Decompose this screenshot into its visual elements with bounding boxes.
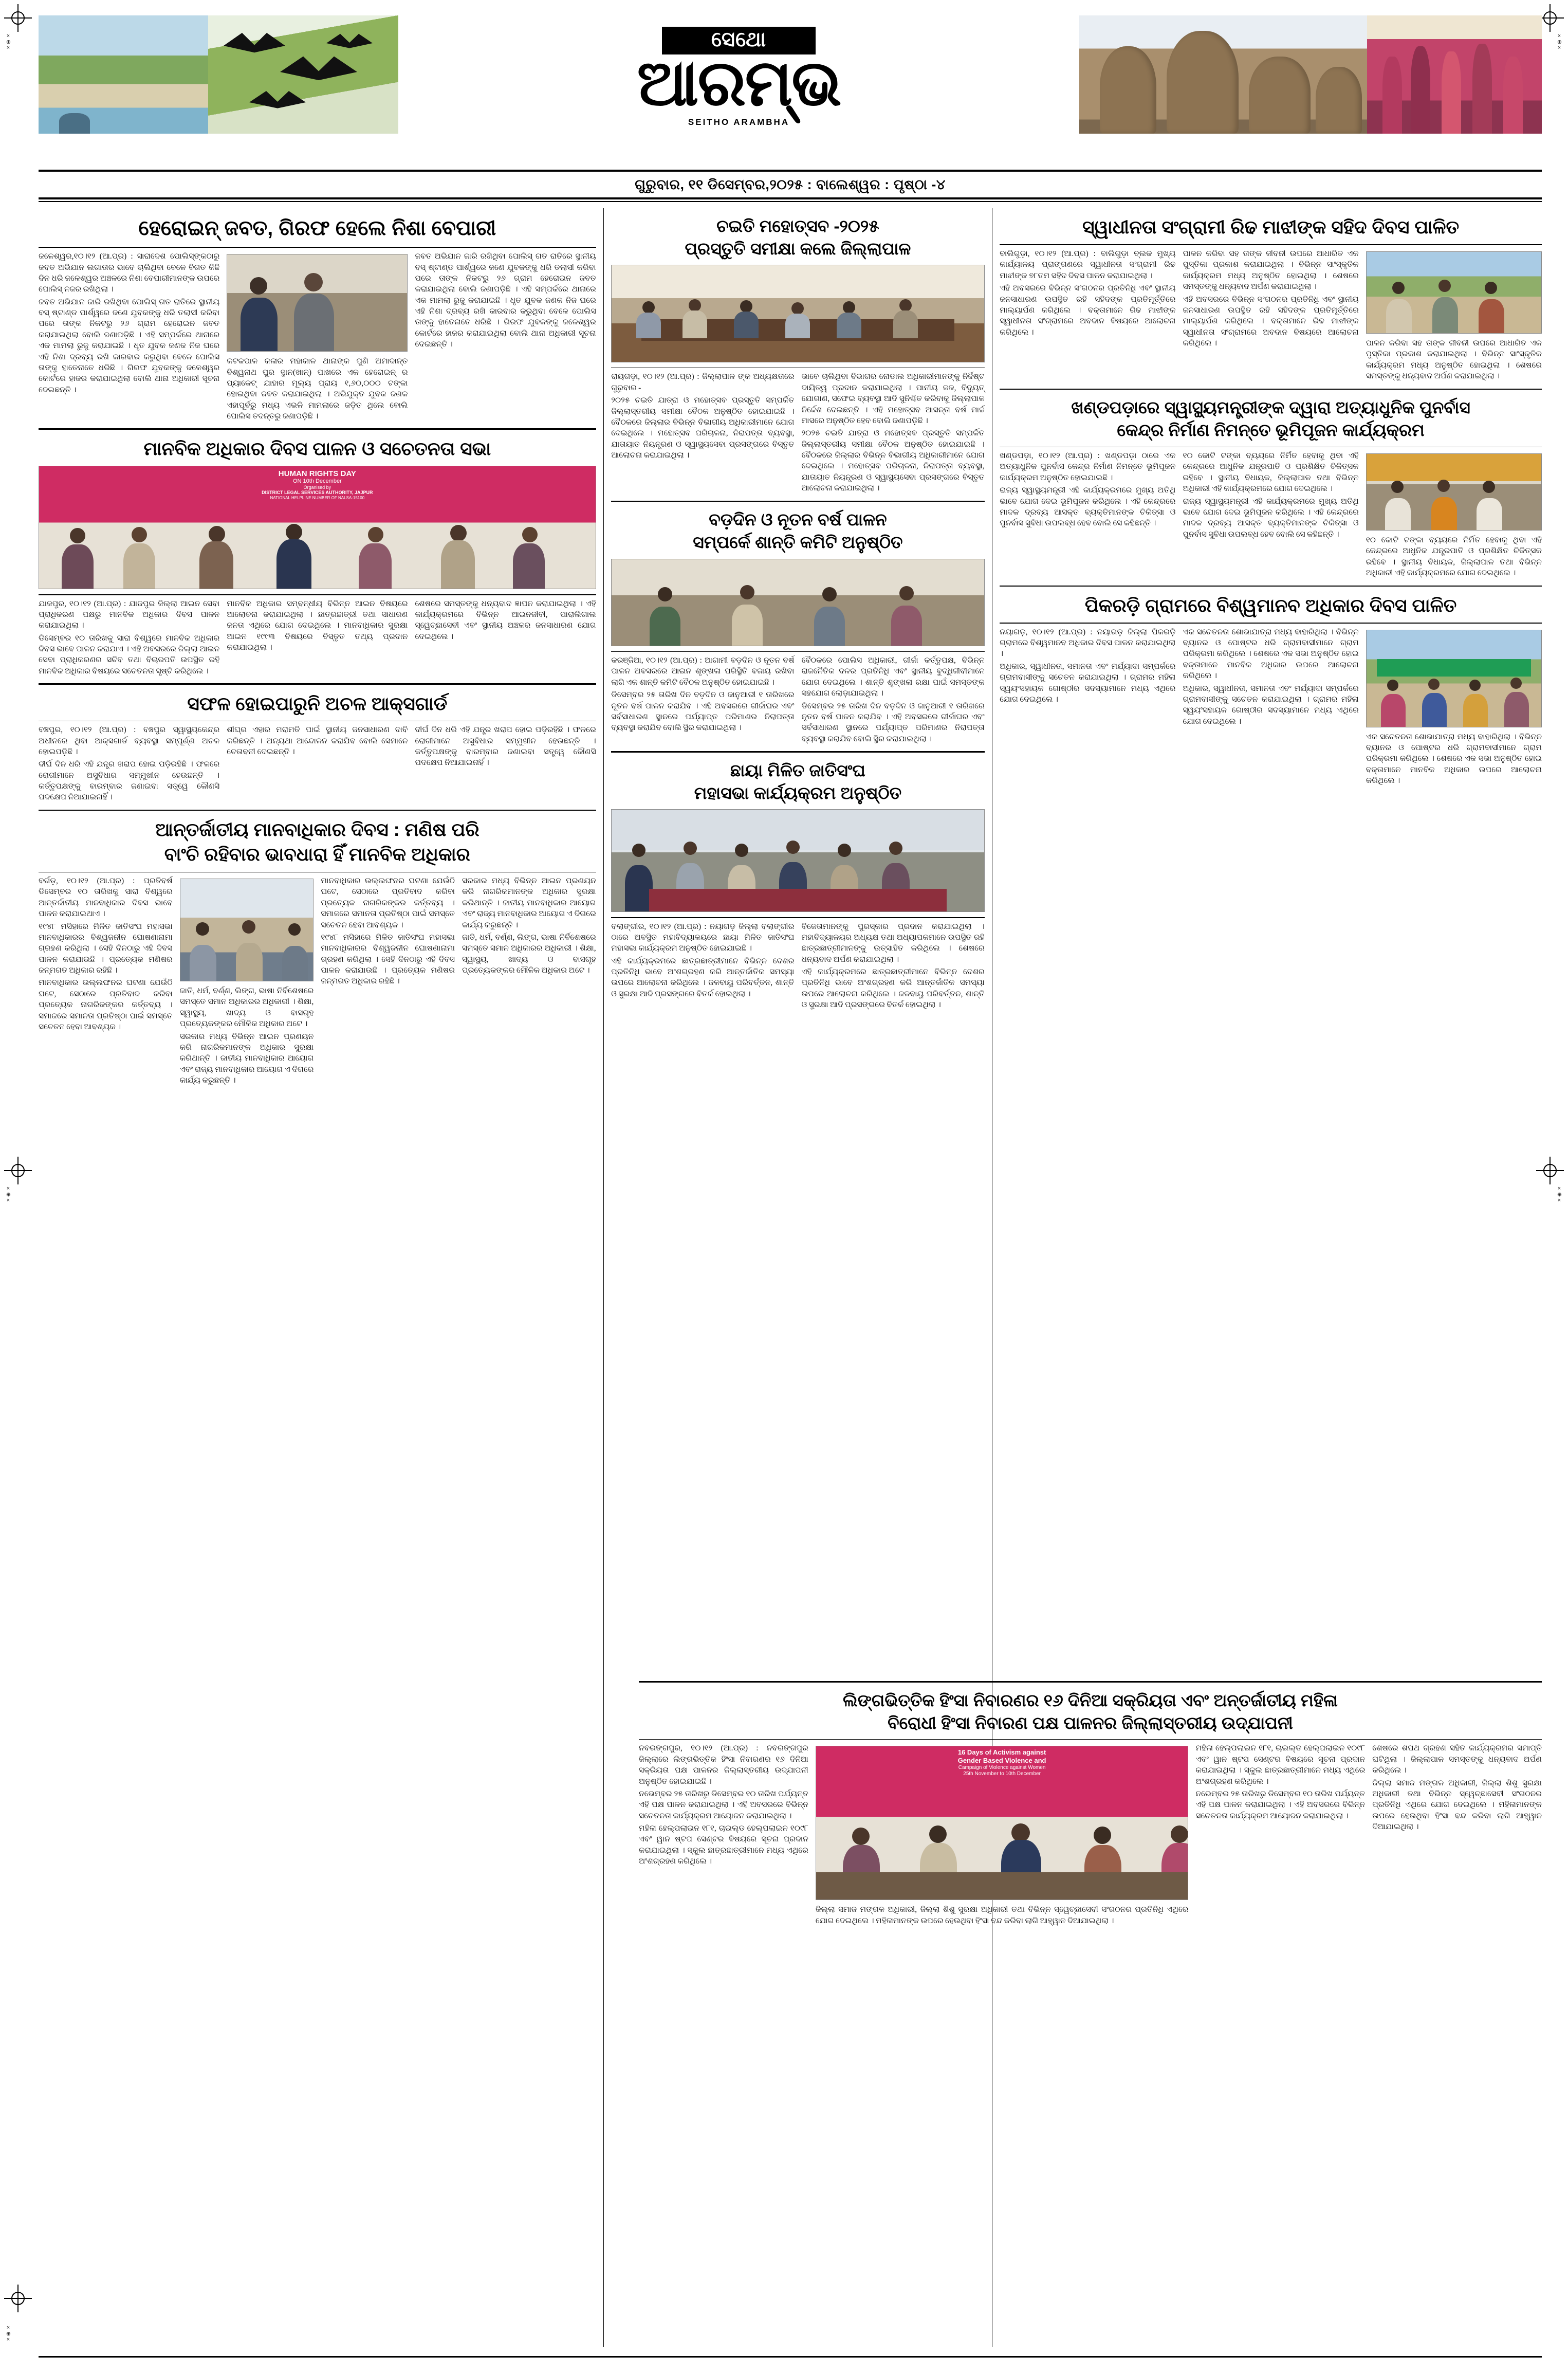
article-heroin-col3: [411, 251, 596, 423]
article-khandapada: [1000, 397, 1542, 580]
article-linga-photo: [816, 1746, 1189, 1900]
article-chaiti-body2b: ୨୦୨୫ ଚଇତି ଯାତ୍ରା ଓ ମହୋତ୍ସବ ପ୍ରସ୍ତୁତି ସମ୍ପର୍କିତ ଜିଲ୍ଲାସ୍ତରୀୟ ସମୀକ୍ଷା ବୈଠକ ଅନୁଷ୍ଠିତ ହୋଇଯାଇଛି । ବୈଠକରେ ଜିଲ୍ଲାର ବିଭିନ୍ନ ବିଭାଗୀୟ ଅଧିକାରୀମାନେ ଯୋଗ ଦେଇଥିଲେ । ମହୋତ୍ସବ ପରିଚାଳନା, ନିରାପତ୍ତା ବ୍ୟବସ୍ଥା, ଯାତାୟାତ ନିୟନ୍ତ୍ରଣ ଓ ସ୍ୱାସ୍ଥ୍ୟସେବା ପ୍ରସଙ୍ଗରେ ବିସ୍ତୃତ ଆଲୋଚନା କରାଯାଇଥିଲା ।: [801, 429, 985, 493]
article-antarjatiya: [39, 818, 596, 1087]
banner-line-1: HUMAN RIGHTS DAY: [278, 469, 356, 479]
article-khandapada-dateline: ଖଣ୍ଡପଡ଼ା, ୧୦।୧୨ (ଆ.ପ୍ର) : ଖଣ୍ଡପଡ଼ା ଠାରେ ଏକ ଅତ୍ୟାଧୁନିକ ପୁନର୍ବାସ କେନ୍ଦ୍ର ନିର୍ମାଣ ନିମନ୍ତେ ଭୂମିପୂଜନ କାର୍ଯ୍ୟକ୍ରମ ଅନୁଷ୍ଠିତ ହୋଇଯାଇଛି ।: [1000, 451, 1176, 482]
article-linga-body2: ଜିଲ୍ଲା ସମାଜ ମଙ୍ଗଳ ଅଧିକାରୀ, ଜିଲ୍ଲା ଶିଶୁ ସୁରକ୍ଷା ଅଧିକାରୀ ତଥା ବିଭିନ୍ନ ସ୍ୱେଚ୍ଛାସେବୀ ସଂଗଠନର ପ୍ରତିନିଧି ଏଥିରେ ଯୋଗ ଦେଇଥିଲେ । ମହିଳାମାନଙ୍କ ଉପରେ ହେଉଥିବା ହିଂସା ବନ୍ଦ କରିବା ଲାଗି ଆହ୍ୱାନ ଦିଆଯାଇଥିଲା ।: [815, 1905, 1189, 1925]
article-pikaradi-body1: ଅଧିକାର, ସ୍ୱାଧୀନତା, ସମାନତା ଏବଂ ମର୍ଯ୍ୟାଦା ସମ୍ପର୍କରେ ଗ୍ରାମବାସୀଙ୍କୁ ସଚେତନ କରାଯାଇଥିଲା । ଗ୍ରାମର ମହିଳା ସ୍ୱୟଂସହାୟକ ଗୋଷ୍ଠୀର ସଦସ୍ୟାମାନେ ମଧ୍ୟ ଏଥିରେ ଯୋଗ ଦେଇଥିଲେ ।: [1000, 662, 1176, 704]
article-linga-col4: [1369, 1743, 1542, 1928]
article-chaiti-photo: [611, 265, 984, 362]
divider: [1000, 447, 1542, 448]
article-badadina-headline-line1: ବଡ଼ଦିନ ଓ ନୂତନ ବର୍ଷ ପାଳନ: [709, 510, 887, 529]
divider: [611, 368, 984, 369]
article-heroin-body3: ଜବତ ଅଭିଯାନ ଜାରି ରଖିଥିବା ପୋଲିସ୍ ଗତ ରାତିରେ ସ୍ଥାନୀୟ ବସ୍ ଷ୍ଟାଣ୍ଡ ପାର୍ଶ୍ୱରେ ଜଣେ ଯୁବକଙ୍କୁ ଧରି ତଲାସୀ କରିବା ପରେ ତାଙ୍କ ନିକଟରୁ ୨୬ ଗ୍ରାମ ହେରୋଇନ ଜବତ କରାଯାଇଥିଲା ବୋଲି ଜଣାପଡ଼ିଛି । ଏହି ସମ୍ପର୍କରେ ଥାନାରେ ଏକ ମାମଲା ରୁଜୁ କରାଯାଇଛି । ଧୃତ ଯୁବକ ଜଣକ ନିଜ ଘରେ ଏହି ନିଶା ଦ୍ରବ୍ୟ ରଖି କାରବାର କରୁଥିବା ବେଳେ ପୋଲିସ ତାଙ୍କୁ ହାତେନାତେ ଧରିଛି । ଗିରଫ ଯୁବକଙ୍କୁ ଜଳେଶ୍ୱର କୋର୍ଟରେ ହାଜର କରାଯାଇଥିଲା ବୋଲି ଥାନା ଅଧିକାରୀ ସୂଚନା ଦେଇଛନ୍ତି ।: [415, 252, 596, 349]
banner-line-5: NATIONAL HELPLINE NUMBER OF NALSA-15100: [270, 495, 365, 500]
article-manabika-col2: [223, 598, 411, 679]
article-manabika-body1: ଡିସେମ୍ବର ୧୦ ତାରିଖକୁ ସାରା ବିଶ୍ୱରେ ମାନବିକ ଅଧିକାର ଦିବସ ଭାବେ ପାଳନ କରାଯାଏ । ଏହି ଅବସରରେ ଜିଲ୍ଲା ଆଇନ ସେବା ପ୍ରାଧିକରଣର ସଚିବ ତଥା ବିଚାରପତି ଉପସ୍ଥିତ ରହି ମାନବିକ ଅଧିକାର ବିଷୟରେ ସଚେତନତା ସୃଷ୍ଟି କରିଥିଲେ ।: [39, 633, 220, 675]
masthead: [39, 15, 1542, 170]
article-badadina-body2: ବୈଠକରେ ପୋଲିସ ଅଧିକାରୀ, ଗୀର୍ଜା କର୍ତ୍ତୃପକ୍ଷ, ବିଭିନ୍ନ ରାଜନୈତିକ ଦଳର ପ୍ରତିନିଧି ଏବଂ ସ୍ଥାନୀୟ ବୁଦ୍ଧିଜୀବୀମାନେ ଯୋଗ ଦେଇଥିଲେ । ଶାନ୍ତି ଶୃଙ୍ଖଳା ରକ୍ଷା ପାଇଁ ସମସ୍ତଙ୍କ ସହଯୋଗ ଲୋଡ଼ାଯାଇଥିଲା ।: [801, 656, 985, 698]
dateline: ଗୁରୁବାର, ୧୧ ଡିସେମ୍ବର,୨୦୨୫ : ବାଲେଶ୍ୱର : ପୃଷ୍ଠା -୪: [635, 177, 946, 192]
divider: [611, 501, 984, 502]
article-manabika-col3: [411, 598, 596, 679]
article-badadina: [611, 509, 984, 746]
article-chhaya-body1: ଏହି କାର୍ଯ୍ୟକ୍ରମରେ ଛାତ୍ରଛାତ୍ରୀମାନେ ବିଭିନ୍ନ ଦେଶର ପ୍ରତିନିଧି ଭାବେ ଅଂଶଗ୍ରହଣ କରି ଆନ୍ତର୍ଜାତିକ ସମସ୍ୟା ଉପରେ ଆଲୋଚନା କରିଥିଲେ । ଜଳବାୟୁ ପରିବର୍ତ୍ତନ, ଶାନ୍ତି ଓ ସୁରକ୍ଷା ଆଦି ପ୍ରସଙ୍ଗରେ ବିତର୍କ ହୋଇଥିଲା ।: [611, 956, 795, 998]
article-swadhinata-body2b: ଏହି ଅବସରରେ ବିଭିନ୍ନ ସଂଗଠନର ପ୍ରତିନିଧି ଏବଂ ସ୍ଥାନୀୟ ଜନସାଧାରଣ ଉପସ୍ଥିତ ରହି ସହିଦଙ୍କ ପ୍ରତିମୂର୍ତ୍ତିରେ ମାଲ୍ୟାର୍ପଣ କରିଥିଲେ । ବକ୍ତାମାନେ ରିଢ ମାଝୀଙ୍କ ସ୍ୱାଧୀନତା ସଂଗ୍ରାମରେ ଅବଦାନ ବିଷୟରେ ଆଲୋଚନା କରିଥିଲେ ।: [1183, 295, 1359, 348]
article-khandapada-headline-line2: କେନ୍ଦ୍ର ନିର୍ମାଣ ନିମନ୍ତେ ଭୂମିପୂଜନ କାର୍ଯ୍ୟକ୍ରମ: [1117, 421, 1425, 440]
article-swadhinata-photo: [1366, 251, 1542, 334]
article-antarjatiya-col1: [39, 875, 176, 1087]
divider: [39, 810, 596, 811]
article-badadina-body1: ଡିସେମ୍ବର ୨୫ ତାରିଖ ଦିନ ବଡ଼ଦିନ ଓ ଜାନୁଆରୀ ୧ ତାରିଖରେ ନୂତନ ବର୍ଷ ପାଳନ କରାଯିବ । ଏହି ଅବସରରେ ଗୀର୍ଜାଘର ଏବଂ ସର୍ବସାଧାରଣ ସ୍ଥାନରେ ପର୍ଯ୍ୟାପ୍ତ ପରିମାଣର ନିରାପତ୍ତା ବ୍ୟବସ୍ଥା କରାଯିବ ବୋଲି ସ୍ଥିର କରାଯାଇଥିଲା ।: [611, 690, 795, 733]
article-swadhinata-body1: ଏହି ଅବସରରେ ବିଭିନ୍ନ ସଂଗଠନର ପ୍ରତିନିଧି ଏବଂ ସ୍ଥାନୀୟ ଜନସାଧାରଣ ଉପସ୍ଥିତ ରହି ସହିଦଙ୍କ ପ୍ରତିମୂର୍ତ୍ତିରେ ମାଲ୍ୟାର୍ପଣ କରିଥିଲେ । ବକ୍ତାମାନେ ରିଢ ମାଝୀଙ୍କ ସ୍ୱାଧୀନତା ସଂଗ୍ରାମରେ ଅବଦାନ ବିଷୟରେ ଆଲୋଚନା କରିଥିଲେ ।: [1000, 284, 1176, 337]
linga-banner-line-2: Gender Based Violence and: [957, 1757, 1046, 1765]
article-khandapada-body3: ୧୦ କୋଟି ଟଙ୍କା ବ୍ୟୟରେ ନିର୍ମିତ ହେବାକୁ ଥିବା ଏହି କେନ୍ଦ୍ରରେ ଆଧୁନିକ ଯନ୍ତ୍ରପାତି ଓ ପ୍ରଶିକ୍ଷିତ ଚିକିତ୍ସକ ରହିବେ । ସ୍ଥାନୀୟ ବିଧାୟକ, ଜିଲ୍ଲାପାଳ ତଥା ବିଭିନ୍ନ ଅଧିକାରୀ ଏହି କାର୍ଯ୍ୟକ୍ରମରେ ଯୋଗ ଦେଇଥିଲେ ।: [1366, 536, 1542, 578]
article-antarjatiya-col2: [176, 875, 318, 1087]
edge-label-bottom-left: ×⊕×: [5, 2324, 11, 2343]
masthead-title-block: [580, 15, 898, 127]
article-badadina-photo: [611, 559, 984, 646]
divider: [39, 594, 596, 595]
article-antarjatiya-body1b: ମାନବାଧିକାର ଉଲ୍ଲଙ୍ଘନର ଘଟଣା ଯେଉଁଠି ଘଟେ, ସେଠାରେ ପ୍ରତିବାଦ କରିବା ପ୍ରତ୍ୟେକ ନାଗରିକଙ୍କର କର୍ତ୍ତବ୍ୟ । ସମାଜରେ ସମାନତା ପ୍ରତିଷ୍ଠା ପାଇଁ ସମସ୍ତେ ସଚେତନ ହେବା ଆବଶ୍ୟକ ।: [39, 978, 173, 1031]
article-linga-body1: ନଭେମ୍ବର ୨୫ ତାରିଖରୁ ଡିସେମ୍ବର ୧୦ ତାରିଖ ପର୍ଯ୍ୟନ୍ତ ଏହି ପକ୍ଷ ପାଳନ କରାଯାଇଥିଲା । ଏହି ଅବସରରେ ବିଭିନ୍ନ ସଚେତନତା କାର୍ଯ୍ୟକ୍ରମ ଆୟୋଜନ କରାଯାଇଥିଲା ।: [639, 1789, 808, 1820]
banner-line-2: ON 10th December: [292, 478, 342, 485]
masthead-right-photo: [1079, 15, 1542, 134]
divider: [611, 917, 984, 918]
article-saphala-col3: [411, 724, 596, 805]
article-antarjatiya-body4: ସରକାର ମଧ୍ୟ ବିଭିନ୍ନ ଆଇନ ପ୍ରଣୟନ କରି ନାଗରିକମାନଙ୍କ ଅଧିକାର ସୁରକ୍ଷା କରିଥାନ୍ତି । ଜାତୀୟ ମାନବାଧିକାର ଆୟୋଗ ଏବଂ ରାଜ୍ୟ ମାନବାଧିକାର ଆୟୋଗ ଏ ଦିଗରେ କାର୍ଯ୍ୟ କରୁଛନ୍ତି ।: [462, 876, 596, 929]
article-pikaradi-body2b: ଅଧିକାର, ସ୍ୱାଧୀନତା, ସମାନତା ଏବଂ ମର୍ଯ୍ୟାଦା ସମ୍ପର୍କରେ ଗ୍ରାମବାସୀଙ୍କୁ ସଚେତନ କରାଯାଇଥିଲା । ଗ୍ରାମର ମହିଳା ସ୍ୱୟଂସହାୟକ ଗୋଷ୍ଠୀର ସଦସ୍ୟାମାନେ ମଧ୍ୟ ଏଥିରେ ଯୋଗ ଦେଇଥିଲେ ।: [1183, 684, 1359, 726]
article-swadhinata-col1: [1000, 248, 1179, 384]
article-saphala-dateline: ବଞ୍ଚପୁର, ୧୦।୧୨ (ଆ.ପ୍ର) : ବଞ୍ଚପୁର ସ୍ୱାସ୍ଥ୍ୟକେନ୍ଦ୍ର ଅଧୀନରେ ଥିବା ଆକ୍ସଗାର୍ଡ ବ୍ୟବସ୍ଥା ସମ୍ପୂର୍ଣ୍ଣ ଅଚଳ ହୋଇପଡ଼ିଛି ।: [39, 725, 220, 756]
divider: [611, 651, 984, 652]
article-chaiti-body2: ଭାବେ ଚାଲିଥିବା ବିଭାଗର ନୋଡାଲ ଅଧିକାରୀମାନଙ୍କୁ ନିର୍ଦ୍ଦିଷ୍ଟ ଦାୟିତ୍ୱ ପ୍ରଦାନ କରାଯାଇଥିଲା । ପାନୀୟ ଜଳ, ବିଦ୍ୟୁତ୍ ଯୋଗାଣ, ସଫେଇ ବ୍ୟବସ୍ଥା ଆଦି ସୁନିଶ୍ଚିତ କରିବାକୁ ଜିଲ୍ଲାପାଳ ନିର୍ଦ୍ଦେଶ ଦେଇଛନ୍ତି । ଏହି ମହୋତ୍ସବ ଆସନ୍ତା ବର୍ଷ ମାର୍ଚ୍ଚ ମାସରେ ଅନୁଷ୍ଠିତ ହେବ ବୋଲି ଜଣାପଡ଼ିଛି ।: [801, 372, 985, 425]
article-pikaradi-body3: ଏକ ସଚେତନତା ଶୋଭାଯାତ୍ରା ମଧ୍ୟ ବାହାରିଥିଲା । ବିଭିନ୍ନ ବ୍ୟାନର ଓ ପୋଷ୍ଟର ଧରି ଗ୍ରାମବାସୀମାନେ ଗ୍ରାମ ପରିକ୍ରମା କରିଥିଲେ । ଶେଷରେ ଏକ ସଭା ଅନୁଷ୍ଠିତ ହୋଇ ବକ୍ତାମାନେ ମାନବିକ ଅଧିକାର ଉପରେ ଆଲୋଚନା କରିଥିଲେ ।: [1366, 732, 1542, 786]
article-pikaradi-headline: ପିକରଡ଼ି ଗ୍ରାମରେ ବିଶ୍ୱମାନବ ଅଧିକାର ଦିବସ ପାଳିତ: [1084, 595, 1457, 616]
article-khandapada-headline-line1: ଖଣ୍ଡପଡ଼ାରେ ସ୍ୱାସ୍ଥ୍ୟମନ୍ତ୍ରୀଙ୍କ ଦ୍ୱାରା ଅତ୍ୟାଧୁନିକ ପୁନର୍ବାସ: [1071, 398, 1470, 417]
article-linga-body4b: ଜିଲ୍ଲା ସମାଜ ମଙ୍ଗଳ ଅଧିକାରୀ, ଜିଲ୍ଲା ଶିଶୁ ସୁରକ୍ଷା ଅଧିକାରୀ ତଥା ବିଭିନ୍ନ ସ୍ୱେଚ୍ଛାସେବୀ ସଂଗଠନର ପ୍ରତିନିଧି ଏଥିରେ ଯୋଗ ଦେଇଥିଲେ । ମହିଳାମାନଙ୍କ ଉପରେ ହେଉଥିବା ହିଂସା ବନ୍ଦ କରିବା ଲାଗି ଆହ୍ୱାନ ଦିଆଯାଇଥିଲା ।: [1372, 1778, 1542, 1832]
article-badadina-headline-line2: ସମ୍ପର୍କେ ଶାନ୍ତି କମିଟି ଅନୁଷ୍ଠିତ: [693, 533, 903, 552]
article-badadina-col1: [611, 655, 798, 746]
article-pikaradi-col2: [1179, 627, 1362, 788]
article-khandapada-photo: [1366, 453, 1542, 531]
article-manabika-body3: ଶେଷରେ ସମସ୍ତଙ୍କୁ ଧନ୍ୟବାଦ ଜ୍ଞାପନ କରାଯାଇଥିଲା । ଏହି କାର୍ଯ୍ୟକ୍ରମରେ ବିଭିନ୍ନ ଆଇନଜୀବୀ, ପାରାଲିଗାଲ ସ୍ୱେଚ୍ଛାସେବୀ ଏବଂ ସ୍ଥାନୀୟ ଅଞ୍ଚଳର ଜନସାଧାରଣ ଯୋଗ ଦେଇଥିଲେ ।: [415, 599, 596, 641]
article-manabika-col1: [39, 598, 223, 679]
divider: [1000, 244, 1542, 246]
linga-banner-line-4: 25th November to 10th December: [963, 1770, 1041, 1777]
article-heroin-dateline: ଜଳେଶ୍ୱର,୧୦।୧୨ (ଆ.ପ୍ର) : ସାରାଦେଶ ପୋଲିସ୍‌ଙ୍କଠାରୁ ଜବତ ଅଭିଯାନ ଲଗାତାର ଭାବେ ଚାଲିଥିବା ବେଳେ ବିଗତ କିଛି ଦିନ ଧରି ଜଳେଶ୍ୱର ଅଞ୍ଚଳରେ ନିଶା ବେପାରୀମାନଙ୍କ ଉପରେ ପୋଲିସ୍ ନଜର ରଖିଥିଲା ।: [39, 252, 220, 294]
article-chhaya-photo: [611, 809, 984, 912]
article-linga-col3: [1192, 1743, 1369, 1928]
article-manabika-headline: ମାନବିକ ଅଧିକାର ଦିବସ ପାଳନ ଓ ସଚେତନତା ସଭା: [143, 437, 491, 459]
article-antarjatiya-col4: [458, 875, 596, 1087]
article-saphala-body2: ଶୀଘ୍ର ଏହାର ମରାମତି ପାଇଁ ସ୍ଥାନୀୟ ଜନସାଧାରଣ ଦାବି କରିଛନ୍ତି । ଅନ୍ୟଥା ଆନ୍ଦୋଳନ କରାଯିବ ବୋଲି ସେମାନେ ଚେତାବନୀ ଦେଇଛନ୍ତି ।: [227, 725, 408, 756]
article-heroin-body1: ଜବତ ଅଭିଯାନ ଜାରି ରଖିଥିବା ପୋଲିସ୍ ଗତ ରାତିରେ ସ୍ଥାନୀୟ ବସ୍ ଷ୍ଟାଣ୍ଡ ପାର୍ଶ୍ୱରେ ଜଣେ ଯୁବକଙ୍କୁ ଧରି ତଲାସୀ କରିବା ପରେ ତାଙ୍କ ନିକଟରୁ ୨୬ ଗ୍ରାମ ହେରୋଇନ ଜବତ କରାଯାଇଥିଲା ବୋଲି ଜଣାପଡ଼ିଛି । ଏହି ସମ୍ପର୍କରେ ଥାନାରେ ଏକ ମାମଲା ରୁଜୁ କରାଯାଇଛି । ଧୃତ ଯୁବକ ଜଣକ ନିଜ ଘରେ ଏହି ନିଶା ଦ୍ରବ୍ୟ ରଖି କାରବାର କରୁଥିବା ବେଳେ ପୋଲିସ ତାଙ୍କୁ ହାତେନାତେ ଧରିଛି । ଗିରଫ ଯୁବକଙ୍କୁ ଜଳେଶ୍ୱର କୋର୍ଟରେ ହାଜର କରାଯାଇଥିଲା ବୋଲି ଥାନା ଅଧିକାରୀ ସୂଚନା ଦେଇଛନ୍ତି ।: [39, 297, 220, 394]
article-linga-col1: [639, 1743, 812, 1928]
article-heroin-photo: [227, 254, 408, 352]
edge-label-top-left: ×⊕×: [5, 33, 11, 52]
article-pikaradi-dateline: ନୟାଗଡ଼, ୧୦।୧୨ (ଆ.ପ୍ର) : ନୟାଗଡ଼ ଜିଲ୍ଲା ପିକରଡ଼ି ଗ୍ରାମରେ ବିଶ୍ୱମାନବ ଅଧିକାର ଦିବସ ପାଳନ କରାଯାଇଥିଲା ।: [1000, 627, 1176, 659]
article-linga-body4: ଶେଷରେ ଶପଥ ଗ୍ରହଣ ସହିତ କାର୍ଯ୍ୟକ୍ରମର ସମାପ୍ତି ଘଟିଥିଲା । ଜିଲ୍ଲାପାଳ ସମସ୍ତଙ୍କୁ ଧନ୍ୟବାଦ ଅର୍ପଣ କରିଥିଲେ ।: [1372, 1744, 1542, 1775]
article-chhaya: [611, 760, 984, 1012]
article-pikaradi-col1: [1000, 627, 1179, 788]
article-khandapada-col1: [1000, 450, 1179, 580]
article-chaiti-dateline: ରାୟଗଡ଼ା, ୧୦।୧୨ (ଆ.ପ୍ର) : ଜିଲ୍ଲାପାଳ ଙ୍କ ଅଧ୍ୟକ୍ଷତାରେ ଗୁରୁବାର -: [611, 372, 795, 392]
article-saphala-body3: ଦୀର୍ଘ ଦିନ ଧରି ଏହି ଯନ୍ତ୍ର ଖରାପ ହୋଇ ପଡ଼ିରହିଛି । ଫଳରେ ରୋଗୀମାନେ ଅସୁବିଧାର ସମ୍ମୁଖୀନ ହେଉଛନ୍ତି । କର୍ତ୍ତୃପକ୍ଷଙ୍କୁ ବାରମ୍ବାର ଜଣାଇବା ସତ୍ତ୍ୱେ କୌଣସି ପଦକ୍ଷେପ ନିଆଯାଇନାହିଁ ।: [415, 725, 596, 768]
article-khandapada-col2: [1179, 450, 1362, 580]
article-swadhinata: [1000, 215, 1542, 384]
article-heroin-col1: [39, 251, 223, 423]
masthead-title: ଆରମ୍ଭ: [637, 48, 841, 119]
linga-banner-line-1: 16 Days of Activism against: [957, 1748, 1046, 1757]
column-right: [1000, 208, 1542, 2347]
regmark-top-left: [4, 4, 32, 32]
article-antarjatiya-dateline: ବର୍ଗଡ଼, ୧୦।୧୨ (ଆ.ପ୍ର) : ପ୍ରତିବର୍ଷ ଡିସେମ୍ବର ୧୦ ତାରିଖକୁ ସାରା ବିଶ୍ୱରେ ଆନ୍ତର୍ଜାତୀୟ ମାନବାଧିକାର ଦିବସ ଭାବେ ପାଳନ କରାଯାଇଥାଏ ।: [39, 876, 173, 919]
article-swadhinata-col3: [1362, 248, 1542, 384]
linga-banner-line-3: Campaign of Violence against Women: [958, 1764, 1046, 1770]
article-saphala-col2: [223, 724, 411, 805]
article-chaiti: [611, 215, 984, 496]
article-swadhinata-body3: ପାଳନ କରିବା ସହ ତାଙ୍କ ଜୀବନୀ ଉପରେ ଆଧାରିତ ଏକ ପୁସ୍ତିକା ପ୍ରକାଶ କରାଯାଇଥିଲା । ବିଭିନ୍ନ ସାଂସ୍କୃତିକ କାର୍ଯ୍ୟକ୍ରମ ମଧ୍ୟ ଅନୁଷ୍ଠିତ ହୋଇଥିଲା । ଶେଷରେ ସମସ୍ତଙ୍କୁ ଧନ୍ୟବାଦ ଅର୍ପଣ କରାଯାଇଥିଲା ।: [1366, 339, 1542, 381]
divider: [39, 683, 596, 685]
article-chhaya-headline-line1: ଛାୟା ମିଳିତ ଜାତିସଂଘ: [730, 760, 865, 780]
divider: [1000, 623, 1542, 624]
article-swadhinata-headline: ସ୍ୱାଧୀନତା ସଂଗ୍ରାମୀ ରିଢ ମାଝୀଙ୍କ ସହିଦ ଦିବସ ପାଳିତ: [1082, 216, 1460, 238]
article-linga-col2: [812, 1743, 1192, 1928]
page-content: [39, 208, 1542, 2347]
article-manabika-dateline: ଯାଜପୁର, ୧୦।୧୨ (ଆ.ପ୍ର) : ଯାଜପୁର ଜିଲ୍ଲା ଆଇନ ସେବା ପ୍ରାଧିକରଣ ପକ୍ଷରୁ ମାନବିକ ଅଧିକାର ଦିବସ ପାଳନ କରାଯାଇଥିଲା ।: [39, 599, 220, 630]
article-pikaradi-body2: ଏକ ସଚେତନତା ଶୋଭାଯାତ୍ରା ମଧ୍ୟ ବାହାରିଥିଲା । ବିଭିନ୍ନ ବ୍ୟାନର ଓ ପୋଷ୍ଟର ଧରି ଗ୍ରାମବାସୀମାନେ ଗ୍ରାମ ପରିକ୍ରମା କରିଥିଲେ । ଶେଷରେ ଏକ ସଭା ଅନୁଷ୍ଠିତ ହୋଇ ବକ୍ତାମାନେ ମାନବିକ ଅଧିକାର ଉପରେ ଆଲୋଚନା କରିଥିଲେ ।: [1183, 627, 1359, 681]
article-chhaya-col1: [611, 921, 798, 1012]
article-chhaya-headline-line2: ମହାସଭା କାର୍ଯ୍ୟକ୍ରମ ଅନୁଷ୍ଠିତ: [694, 783, 902, 802]
article-antarjatiya-body3: ମାନବାଧିକାର ଉଲ୍ଲଙ୍ଘନର ଘଟଣା ଯେଉଁଠି ଘଟେ, ସେଠାରେ ପ୍ରତିବାଦ କରିବା ପ୍ରତ୍ୟେକ ନାଗରିକଙ୍କର କର୍ତ୍ତବ୍ୟ । ସମାଜରେ ସମାନତା ପ୍ରତିଷ୍ଠା ପାଇଁ ସମସ୍ତେ ସଚେତନ ହେବା ଆବଶ୍ୟକ ।: [321, 876, 455, 929]
article-antarjatiya-photo: [180, 879, 314, 981]
newspaper-page: [39, 15, 1542, 2349]
article-linga-headline-line2: ବିରୋଧୀ ହିଂସା ନିବାରଣ ପକ୍ଷ ପାଳନର ଜିଲ୍ଲାସ୍ତରୀୟ ଉଦ୍‌ଯାପନୀ: [888, 1713, 1293, 1732]
article-khandapada-body2: ୧୦ କୋଟି ଟଙ୍କା ବ୍ୟୟରେ ନିର୍ମିତ ହେବାକୁ ଥିବା ଏହି କେନ୍ଦ୍ରରେ ଆଧୁନିକ ଯନ୍ତ୍ରପାତି ଓ ପ୍ରଶିକ୍ଷିତ ଚିକିତ୍ସକ ରହିବେ । ସ୍ଥାନୀୟ ବିଧାୟକ, ଜିଲ୍ଲାପାଳ ତଥା ବିଭିନ୍ନ ଅଧିକାରୀ ଏହି କାର୍ଯ୍ୟକ୍ରମରେ ଯୋଗ ଦେଇଥିଲେ ।: [1183, 451, 1359, 494]
article-saphala-body1: ଦୀର୍ଘ ଦିନ ଧରି ଏହି ଯନ୍ତ୍ର ଖରାପ ହୋଇ ପଡ଼ିରହିଛି । ଫଳରେ ରୋଗୀମାନେ ଅସୁବିଧାର ସମ୍ମୁଖୀନ ହେଉଛନ୍ତି । କର୍ତ୍ତୃପକ୍ଷଙ୍କୁ ବାରମ୍ବାର ଜଣାଇବା ସତ୍ତ୍ୱେ କୌଣସି ପଦକ୍ଷେପ ନିଆଯାଇନାହିଁ ।: [39, 760, 220, 802]
edge-label-top-right: ×⊕×: [1556, 33, 1562, 52]
article-badadina-dateline: କରଞ୍ଜିଆ, ୧୦।୧୨ (ଆ.ପ୍ର) : ଆଗାମୀ ବଡ଼ଦିନ ଓ ନୂତନ ବର୍ଷ ପାଳନ ଅବସରରେ ଆଇନ ଶୃଙ୍ଖଳା ପରିସ୍ଥିତି ବଜାୟ ରଖିବା ଲାଗି ଏକ ଶାନ୍ତି କମିଟି ବୈଠକ ଅନୁଷ୍ଠିତ ହୋଇଯାଇଛି ।: [611, 656, 795, 687]
article-antarjatiya-body4b: ଜାତି, ଧର୍ମ, ବର୍ଣ୍ଣ, ଲିଙ୍ଗ, ଭାଷା ନିର୍ବିଶେଷରେ ସମସ୍ତେ ସମାନ ଅଧିକାରର ଅଧିକାରୀ । ଶିକ୍ଷା, ସ୍ୱାସ୍ଥ୍ୟ, ଖାଦ୍ୟ ଓ ବାସଗୃହ ପ୍ରତ୍ୟେକଙ୍କର ମୌଳିକ ଅଧିକାର ଅଟେ ।: [462, 933, 596, 975]
banner-line-4: DISTRICT LEGAL SERVICES AUTHORITY, JAJPUR: [262, 490, 373, 496]
article-manabika-photo: [39, 466, 596, 589]
article-pikaradi-photo: [1366, 630, 1542, 727]
column-divider-1: [603, 208, 604, 2347]
article-badadina-body2b: ଡିସେମ୍ବର ୨୫ ତାରିଖ ଦିନ ବଡ଼ଦିନ ଓ ଜାନୁଆରୀ ୧ ତାରିଖରେ ନୂତନ ବର୍ଷ ପାଳନ କରାଯିବ । ଏହି ଅବସରରେ ଗୀର୍ଜାଘର ଏବଂ ସର୍ବସାଧାରଣ ସ୍ଥାନରେ ପର୍ଯ୍ୟାପ୍ତ ପରିମାଣର ନିରାପତ୍ତା ବ୍ୟବସ୍ଥା କରାଯିବ ବୋଲି ସ୍ଥିର କରାଯାଇଥିଲା ।: [801, 701, 985, 743]
masthead-rule-bottom: [39, 197, 1542, 199]
banner-line-3: Organised by: [303, 484, 331, 490]
regmark-mid-left: [4, 1157, 32, 1184]
article-khandapada-body1: ରାଜ୍ୟ ସ୍ୱାସ୍ଥ୍ୟମନ୍ତ୍ରୀ ଏହି କାର୍ଯ୍ୟକ୍ରମରେ ମୁଖ୍ୟ ଅତିଥି ଭାବେ ଯୋଗ ଦେଇ ଭୂମିପୂଜନ କରିଥିଲେ । ଏହି କେନ୍ଦ୍ରରେ ମାଦକ ଦ୍ରବ୍ୟ ଆସକ୍ତ ବ୍ୟକ୍ତିମାନଙ୍କ ଚିକିତ୍ସା ଓ ପୁନର୍ବାସ ସୁବିଧା ଉପଲବ୍ଧ ହେବ ବୋଲି ସେ କହିଛନ୍ତି ।: [1000, 486, 1176, 528]
masthead-left-photo: [39, 15, 398, 134]
article-linga-headline-line1: ଲିଙ୍ଗଭିତ୍ତିକ ହିଂସା ନିବାରଣର ୧୬ ଦିନିଆ ସକ୍ରିୟତା ଏବଂ ଅନ୍ତର୍ଜାତୀୟ ମହିଳା: [842, 1690, 1338, 1710]
divider: [639, 1739, 1542, 1740]
article-swadhinata-body2: ପାଳନ କରିବା ସହ ତାଙ୍କ ଜୀବନୀ ଉପରେ ଆଧାରିତ ଏକ ପୁସ୍ତିକା ପ୍ରକାଶ କରାଯାଇଥିଲା । ବିଭିନ୍ନ ସାଂସ୍କୃତିକ କାର୍ଯ୍ୟକ୍ରମ ମଧ୍ୟ ଅନୁଷ୍ଠିତ ହୋଇଥିଲା । ଶେଷରେ ସମସ୍ତଙ୍କୁ ଧନ୍ୟବାଦ ଅର୍ପଣ କରାଯାଇଥିଲା ।: [1183, 249, 1359, 291]
article-khandapada-col3: [1362, 450, 1542, 580]
article-linga-dateline: ନବରଙ୍ଗପୁର, ୧୦।୧୨ (ଆ.ପ୍ର) : ନବରଙ୍ଗପୁର ଜିଲ୍ଲାରେ ଲିଙ୍ଗଭିତ୍ତିକ ହିଂସା ନିବାରଣର ୧୬ ଦିନିଆ ସକ୍ରିୟତା ପକ୍ଷ ପାଳନର ଜିଲ୍ଲାସ୍ତରୀୟ ଉଦ୍‌ଯାପନୀ ଅନୁଷ୍ଠିତ ହୋଇଯାଇଛି ।: [639, 1744, 808, 1786]
edge-label-mid-left: ×⊕×: [5, 1185, 11, 1204]
divider: [39, 247, 596, 248]
edge-label-mid-right: ×⊕×: [1556, 1185, 1562, 1204]
article-linga-body3b: ନଭେମ୍ବର ୨୫ ତାରିଖରୁ ଡିସେମ୍ବର ୧୦ ତାରିଖ ପର୍ଯ୍ୟନ୍ତ ଏହି ପକ୍ଷ ପାଳନ କରାଯାଇଥିଲା । ଏହି ଅବସରରେ ବିଭିନ୍ନ ସଚେତନତା କାର୍ଯ୍ୟକ୍ରମ ଆୟୋଜନ କରାଯାଇଥିଲା ।: [1195, 1789, 1366, 1820]
divider: [639, 1681, 1542, 1683]
article-badadina-col2: [798, 655, 984, 746]
article-chaiti-col2: [798, 371, 984, 495]
divider: [1000, 389, 1542, 390]
regmark-bottom-left: [4, 2285, 32, 2312]
divider: [611, 751, 984, 753]
article-chaiti-body1: ୨୦୨୫ ଚଇତି ଯାତ୍ରା ଓ ମହୋତ୍ସବ ପ୍ରସ୍ତୁତି ସମ୍ପର୍କିତ ଜିଲ୍ଲାସ୍ତରୀୟ ସମୀକ୍ଷା ବୈଠକ ଅନୁଷ୍ଠିତ ହୋଇଯାଇଛି । ବୈଠକରେ ଜିଲ୍ଲାର ବିଭିନ୍ନ ବିଭାଗୀୟ ଅଧିକାରୀମାନେ ଯୋଗ ଦେଇଥିଲେ । ମହୋତ୍ସବ ପରିଚାଳନା, ନିରାପତ୍ତା ବ୍ୟବସ୍ଥା, ଯାତାୟାତ ନିୟନ୍ତ୍ରଣ ଓ ସ୍ୱାସ୍ଥ୍ୟସେବା ପ୍ରସଙ୍ଗରେ ବିସ୍ତୃତ ଆଲୋଚନା କରାଯାଇଥିଲା ।: [611, 396, 795, 460]
article-chhaya-body2b: ଏହି କାର୍ଯ୍ୟକ୍ରମରେ ଛାତ୍ରଛାତ୍ରୀମାନେ ବିଭିନ୍ନ ଦେଶର ପ୍ରତିନିଧି ଭାବେ ଅଂଶଗ୍ରହଣ କରି ଆନ୍ତର୍ଜାତିକ ସମସ୍ୟା ଉପରେ ଆଲୋଚନା କରିଥିଲେ । ଜଳବାୟୁ ପରିବର୍ତ୍ତନ, ଶାନ୍ତି ଓ ସୁରକ୍ଷା ଆଦି ପ୍ରସଙ୍ଗରେ ବିତର୍କ ହୋଇଥିଲା ।: [801, 967, 985, 1010]
article-saphala-headline: ସଫଳ ହୋଇପାରୁନି ଅଚଳ ଆକ୍ସଗାର୍ଡ: [187, 692, 448, 714]
article-linga-body1b: ମହିଳା ହେଲ୍ପଲାଇନ ୧୮୧, ଚାଇଲ୍ଡ ହେଲ୍ପଲାଇନ ୧୦୯୮ ଏବଂ ୱାନ ଷ୍ଟପ ସେଣ୍ଟର ବିଷୟରେ ସୂଚନା ପ୍ରଦାନ କରାଯାଇଥିଲା । ସ୍କୁଲ ଛାତ୍ରଛାତ୍ରୀମାନେ ମଧ୍ୟ ଏଥିରେ ଅଂଶଗ୍ରହଣ କରିଥିଲେ ।: [639, 1824, 808, 1866]
divider: [39, 872, 596, 873]
article-chaiti-headline-line2: ପ୍ରସ୍ତୁତି ସମୀକ୍ଷା କଲେ ଜିଲ୍ଲାପାଳ: [685, 239, 911, 258]
masthead-rule-hairline: [39, 201, 1542, 202]
article-antarjatiya-body3b: ୧୯୪୮ ମସିହାରେ ମିଳିତ ଜାତିସଂଘ ମହାସଭା ମାନବାଧିକାରର ବିଶ୍ୱଜନୀନ ଘୋଷଣାନାମା ଗ୍ରହଣ କରିଥିଲା । ସେହି ଦିନଠାରୁ ଏହି ଦିବସ ପାଳନ କରାଯାଉଛି । ପ୍ରତ୍ୟେକ ମଣିଷର ଜନ୍ମଗତ ଅଧିକାର ରହିଛି ।: [321, 933, 455, 986]
column-center: [611, 208, 984, 2347]
article-chhaya-dateline: ବଲାଙ୍ଗୀର, ୧୦।୧୨ (ଆ.ପ୍ର) : ନୟାଗଡ଼ ଜିଲ୍ଲା ବଲାଙ୍ଗୀର ଠାରେ ଅବସ୍ଥିତ ମହାବିଦ୍ୟାଳୟରେ ଛାୟା ମିଳିତ ଜାତିସଂଘ ମହାସଭା କାର୍ଯ୍ୟକ୍ରମ ଅନୁଷ୍ଠିତ ହୋଇଯାଇଛି ।: [611, 922, 795, 953]
article-linga: [639, 1676, 1542, 1928]
article-antarjatiya-body2b: ସରକାର ମଧ୍ୟ ବିଭିନ୍ନ ଆଇନ ପ୍ରଣୟନ କରି ନାଗରିକମାନଙ୍କ ଅଧିକାର ସୁରକ୍ଷା କରିଥାନ୍ତି । ଜାତୀୟ ମାନବାଧିକାର ଆୟୋଗ ଏବଂ ରାଜ୍ୟ ମାନବାଧିକାର ଆୟୋଗ ଏ ଦିଗରେ କାର୍ଯ୍ୟ କରୁଛନ୍ତି ।: [179, 1032, 314, 1085]
article-swadhinata-col2: [1179, 248, 1362, 384]
article-manabika: [39, 437, 596, 678]
article-saphala-col1: [39, 724, 223, 805]
article-antarjatiya-body1: ୧୯୪୮ ମସିହାରେ ମିଳିତ ଜାତିସଂଘ ମହାସଭା ମାନବାଧିକାରର ବିଶ୍ୱଜନୀନ ଘୋଷଣାନାମା ଗ୍ରହଣ କରିଥିଲା । ସେହି ଦିନଠାରୁ ଏହି ଦିବସ ପାଳନ କରାଯାଉଛି । ପ୍ରତ୍ୟେକ ମଣିଷର ଜନ୍ମଗତ ଅଧିକାର ରହିଛି ।: [39, 922, 173, 975]
article-antarjatiya-headline-line2: ବାଂଚି ରହିବାର ଭାବଧାରା ହିଁ ମାନବିକ ଅଧିକାର: [164, 844, 470, 865]
article-linga-body3: ମହିଳା ହେଲ୍ପଲାଇନ ୧୮୧, ଚାଇଲ୍ଡ ହେଲ୍ପଲାଇନ ୧୦୯୮ ଏବଂ ୱାନ ଷ୍ଟପ ସେଣ୍ଟର ବିଷୟରେ ସୂଚନା ପ୍ରଦାନ କରାଯାଇଥିଲା । ସ୍କୁଲ ଛାତ୍ରଛାତ୍ରୀମାନେ ମଧ୍ୟ ଏଥିରେ ଅଂଶଗ୍ରହଣ କରିଥିଲେ ।: [1195, 1744, 1366, 1786]
masthead-kicker: ସେଥୋ: [662, 27, 816, 54]
article-heroin-headline: ହେରୋଇନ୍ ଜବତ, ଗିରଫ ହେଲେ ନିଶା ବେପାରୀ: [138, 216, 496, 240]
article-pikaradi-col3: [1362, 627, 1542, 788]
article-antarjatiya-col3: [317, 875, 458, 1087]
column-left: [39, 208, 596, 2347]
divider: [39, 428, 596, 430]
article-antarjatiya-headline-line1: ଆନ୍ତର୍ଜାତୀୟ ମାନବାଧିକାର ଦିବସ : ମଣିଷ ପରି: [155, 819, 479, 841]
article-swadhinata-dateline: ବାଲିଗୁଡ଼ା, ୧୦।୧୨ (ଆ.ପ୍ର) : ବାଲିଗୁଡ଼ା ବ୍ଲକ ମୁଖ୍ୟ କାର୍ଯ୍ୟାଳୟ ପ୍ରାଙ୍ଗଣରେ ସ୍ୱାଧୀନତା ସଂଗ୍ରାମୀ ରିଢ ମାଝୀଙ୍କ ୭୮ତମ ସହିଦ ଦିବସ ପାଳନ କରାଯାଇଥିଲା ।: [1000, 249, 1176, 280]
article-manabika-body2: ମାନବିକ ଅଧିକାର ସମ୍ବନ୍ଧୀୟ ବିଭିନ୍ନ ଆଇନ ବିଷୟରେ ଆଲୋଚନା କରାଯାଇଥିଲା । ଛାତ୍ରଛାତ୍ରୀ ତଥା ସାଧାରଣ ଜନତା ଏଥିରେ ଯୋଗ ଦେଇଥିଲେ । ମାନବାଧିକାର ସୁରକ୍ଷା ଆଇନ ୧୯୯୩ ବିଷୟରେ ବିସ୍ତୃତ ତଥ୍ୟ ପ୍ରଦାନ କରାଯାଇଥିଲା ।: [227, 599, 408, 652]
article-pikaradi: [1000, 594, 1542, 788]
divider: [1000, 586, 1542, 587]
article-chhaya-col2: [798, 921, 984, 1012]
article-heroin-body2: କଟକପାଳ କଳାର ମହାକାଳ ଥାନାଙ୍କ ପୁଣି ଅମାଦାନ୍ତ ବିଶ୍ୱନାଥ ପୁର ସ୍ଥାନ(ଖାନ୍) ପାଖରେ ଏକ ହେରୋଇନ୍ ର ପ୍ୟାକେଟ୍ ଯାହାର ମୂଲ୍ୟ ପ୍ରାୟ ୧,୬୦,୦୦୦ ଟଙ୍କା ହୋଇଥିବା ଜବତ କରାଯାଇଥିଲା । ଅଭିଯୁକ୍ତ ଯୁବକ ଜଣକ ଏହାପୂର୍ବରୁ ମଧ୍ୟ ଏଭଳି ମାମଲାରେ ଜଡ଼ିତ ଥିଲେ ବୋଲି ପୋଲିସ ତଦନ୍ତରୁ ଜଣାପଡ଼ିଛି ।: [227, 357, 408, 421]
article-saphala: [39, 692, 596, 805]
article-heroin-col2: [223, 251, 411, 423]
divider: [39, 721, 596, 722]
masthead-subtitle: SEITHO ARAMBHA: [688, 117, 790, 127]
article-heroin: [39, 215, 596, 424]
article-chaiti-col1: [611, 371, 798, 495]
article-khandapada-body2b: ରାଜ୍ୟ ସ୍ୱାସ୍ଥ୍ୟମନ୍ତ୍ରୀ ଏହି କାର୍ଯ୍ୟକ୍ରମରେ ମୁଖ୍ୟ ଅତିଥି ଭାବେ ଯୋଗ ଦେଇ ଭୂମିପୂଜନ କରିଥିଲେ । ଏହି କେନ୍ଦ୍ରରେ ମାଦକ ଦ୍ରବ୍ୟ ଆସକ୍ତ ବ୍ୟକ୍ତିମାନଙ୍କ ଚିକିତ୍ସା ଓ ପୁନର୍ବାସ ସୁବିଧା ଉପଲବ୍ଧ ହେବ ବୋଲି ସେ କହିଛନ୍ତି ।: [1183, 497, 1359, 539]
article-chhaya-body2: ବିଜେତାମାନଙ୍କୁ ପୁରସ୍କାର ପ୍ରଦାନ କରାଯାଇଥିଲା । ମହାବିଦ୍ୟାଳୟର ଅଧ୍ୟକ୍ଷ ତଥା ଅଧ୍ୟାପକମାନେ ଉପସ୍ଥିତ ରହି ଛାତ୍ରଛାତ୍ରୀମାନଙ୍କୁ ଉତ୍ସାହିତ କରିଥିଲେ । ଶେଷରେ ଧନ୍ୟବାଦ ଅର୍ପଣ କରାଯାଇଥିଲା ।: [801, 922, 985, 964]
article-antarjatiya-body2: ଜାତି, ଧର୍ମ, ବର୍ଣ୍ଣ, ଲିଙ୍ଗ, ଭାଷା ନିର୍ବିଶେଷରେ ସମସ୍ତେ ସମାନ ଅଧିକାରର ଅଧିକାରୀ । ଶିକ୍ଷା, ସ୍ୱାସ୍ଥ୍ୟ, ଖାଦ୍ୟ ଓ ବାସଗୃହ ପ୍ରତ୍ୟେକଙ୍କର ମୌଳିକ ଅଧିକାର ଅଟେ ।: [179, 987, 314, 1029]
article-chaiti-headline-line1: ଚଇତି ମହୋତ୍ସବ -୨୦୨୫: [716, 216, 879, 235]
column-divider-2: [992, 208, 993, 2347]
page-bottom-rule: [39, 2356, 1542, 2358]
